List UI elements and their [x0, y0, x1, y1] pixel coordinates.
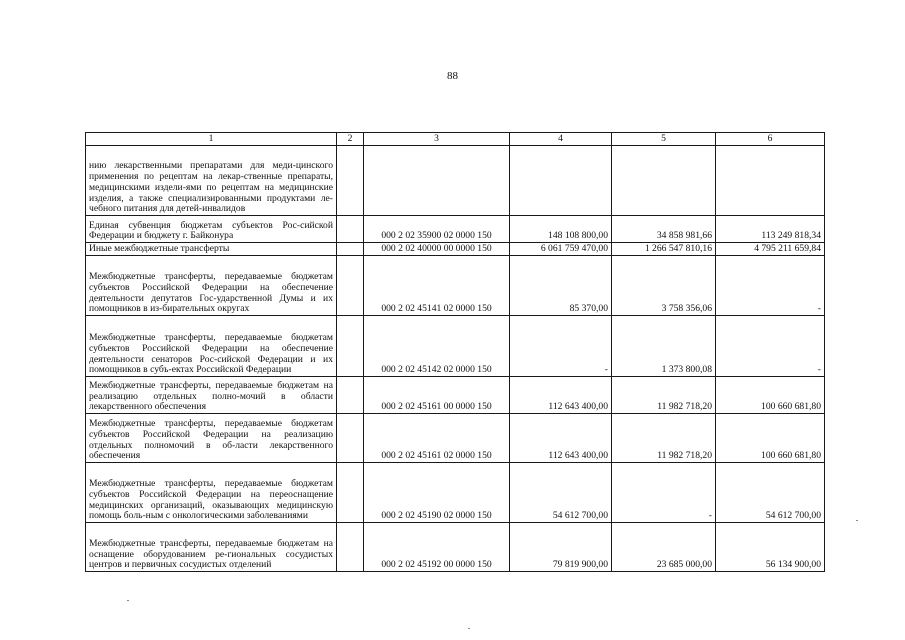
row-name: Межбюджетные трансферты, передаваемые бюджетам субъектов Российской Федерации на реализацию отдельных полномочий в об-ласти лекарственного обеспечения [86, 414, 337, 463]
table-row [86, 316, 825, 377]
row-value-6 [716, 146, 825, 216]
row-col2 [337, 414, 364, 463]
row-col2 [337, 463, 364, 523]
row-col2 [337, 377, 364, 414]
table-header-row [86, 133, 825, 146]
scan-speck [468, 628, 470, 629]
table-row [86, 523, 825, 572]
scan-speck [856, 520, 858, 521]
row-name: Межбюджетные трансферты, передаваемые бюджетам субъектов Российской Федерации на обеспечение деятельности депутатов Гос-ударственной Думы и их помощников в из-бирательных округах [86, 256, 337, 316]
row-code: 000 2 02 45192 00 0000 150 [364, 523, 510, 572]
row-value-5 [612, 146, 716, 216]
column-header-3: 3 [364, 133, 510, 146]
row-col2 [337, 216, 364, 243]
table-row [86, 377, 825, 414]
row-value-5: 3 758 356,06 [612, 256, 716, 316]
row-value-5: 1 266 547 810,16 [612, 243, 716, 256]
row-value-5: 34 858 981,66 [612, 216, 716, 243]
row-name: Межбюджетные трансферты, передаваемые бюджетам на оснащение оборудованием ре-гиональных сосудистых центров и первичных сосудистых отделений [86, 523, 337, 572]
row-value-6: 100 660 681,80 [716, 377, 825, 414]
row-value-4: 85 370,00 [510, 256, 612, 316]
row-value-4: 112 643 400,00 [510, 414, 612, 463]
row-value-6: - [716, 316, 825, 377]
row-value-5: 1 373 800,08 [612, 316, 716, 377]
table-row [86, 463, 825, 523]
column-header-1: 1 [86, 133, 337, 146]
row-code: 000 2 02 35900 02 0000 150 [364, 216, 510, 243]
row-value-6: 113 249 818,34 [716, 216, 825, 243]
row-value-4: - [510, 316, 612, 377]
row-value-4: 54 612 700,00 [510, 463, 612, 523]
table-row [86, 243, 825, 256]
row-code: 000 2 02 45141 02 0000 150 [364, 256, 510, 316]
row-col2 [337, 256, 364, 316]
row-name: Межбюджетные трансферты, передаваемые бюджетам на реализацию отдельных полно-мочий в области лекарственного обеспечения [86, 377, 337, 414]
table-row [86, 216, 825, 243]
row-name: Единая субвенция бюджетам субъектов Рос-сийской Федерации и бюджету г. Байконура [86, 216, 337, 243]
column-header-2: 2 [337, 133, 364, 146]
table-row [86, 414, 825, 463]
row-value-4: 79 819 900,00 [510, 523, 612, 572]
row-name: Межбюджетные трансферты, передаваемые бюджетам субъектов Российской Федерации на переоснащение медицинских организаций, оказывающих медицинскую помощь боль-ным с онкологическими заболеваниями [86, 463, 337, 523]
column-header-5: 5 [612, 133, 716, 146]
row-code [364, 146, 510, 216]
row-value-4 [510, 146, 612, 216]
row-value-5: 23 685 000,00 [612, 523, 716, 572]
row-code: 000 2 02 45161 02 0000 150 [364, 414, 510, 463]
row-value-6: 4 795 211 659,84 [716, 243, 825, 256]
column-header-6: 6 [716, 133, 825, 146]
row-value-6: - [716, 256, 825, 316]
row-code: 000 2 02 40000 00 0000 150 [364, 243, 510, 256]
row-value-4: 148 108 800,00 [510, 216, 612, 243]
table-row [86, 146, 825, 216]
row-col2 [337, 316, 364, 377]
row-value-6: 54 612 700,00 [716, 463, 825, 523]
row-code: 000 2 02 45190 02 0000 150 [364, 463, 510, 523]
row-value-4: 112 643 400,00 [510, 377, 612, 414]
row-name: Иные межбюджетные трансферты [86, 243, 337, 256]
row-name: Межбюджетные трансферты, передаваемые бюджетам субъектов Российской Федерации на обеспечение деятельности сенаторов Рос-сийской Федерации и их помощников в субъ-ектах Российской Федерации [86, 316, 337, 377]
row-value-4: 6 061 759 470,00 [510, 243, 612, 256]
table-row [86, 256, 825, 316]
row-value-6: 100 660 681,80 [716, 414, 825, 463]
row-col2 [337, 523, 364, 572]
row-code: 000 2 02 45161 00 0000 150 [364, 377, 510, 414]
row-value-5: - [612, 463, 716, 523]
column-header-4: 4 [510, 133, 612, 146]
row-col2 [337, 243, 364, 256]
row-code: 000 2 02 45142 02 0000 150 [364, 316, 510, 377]
page-number: 88 [447, 70, 458, 82]
row-value-5: 11 982 718,20 [612, 377, 716, 414]
row-value-5: 11 982 718,20 [612, 414, 716, 463]
row-value-6: 56 134 900,00 [716, 523, 825, 572]
budget-table [85, 132, 825, 572]
row-col2 [337, 146, 364, 216]
row-name: нию лекарственными препаратами для меди-цинского применения по рецептам на лекар-ственные препараты, медицинскими издели-ями по рецептам на медицинские изделия, а также специализированными продуктами ле-чебного питания для детей-инвалидов [86, 146, 337, 216]
scan-speck [127, 600, 129, 601]
